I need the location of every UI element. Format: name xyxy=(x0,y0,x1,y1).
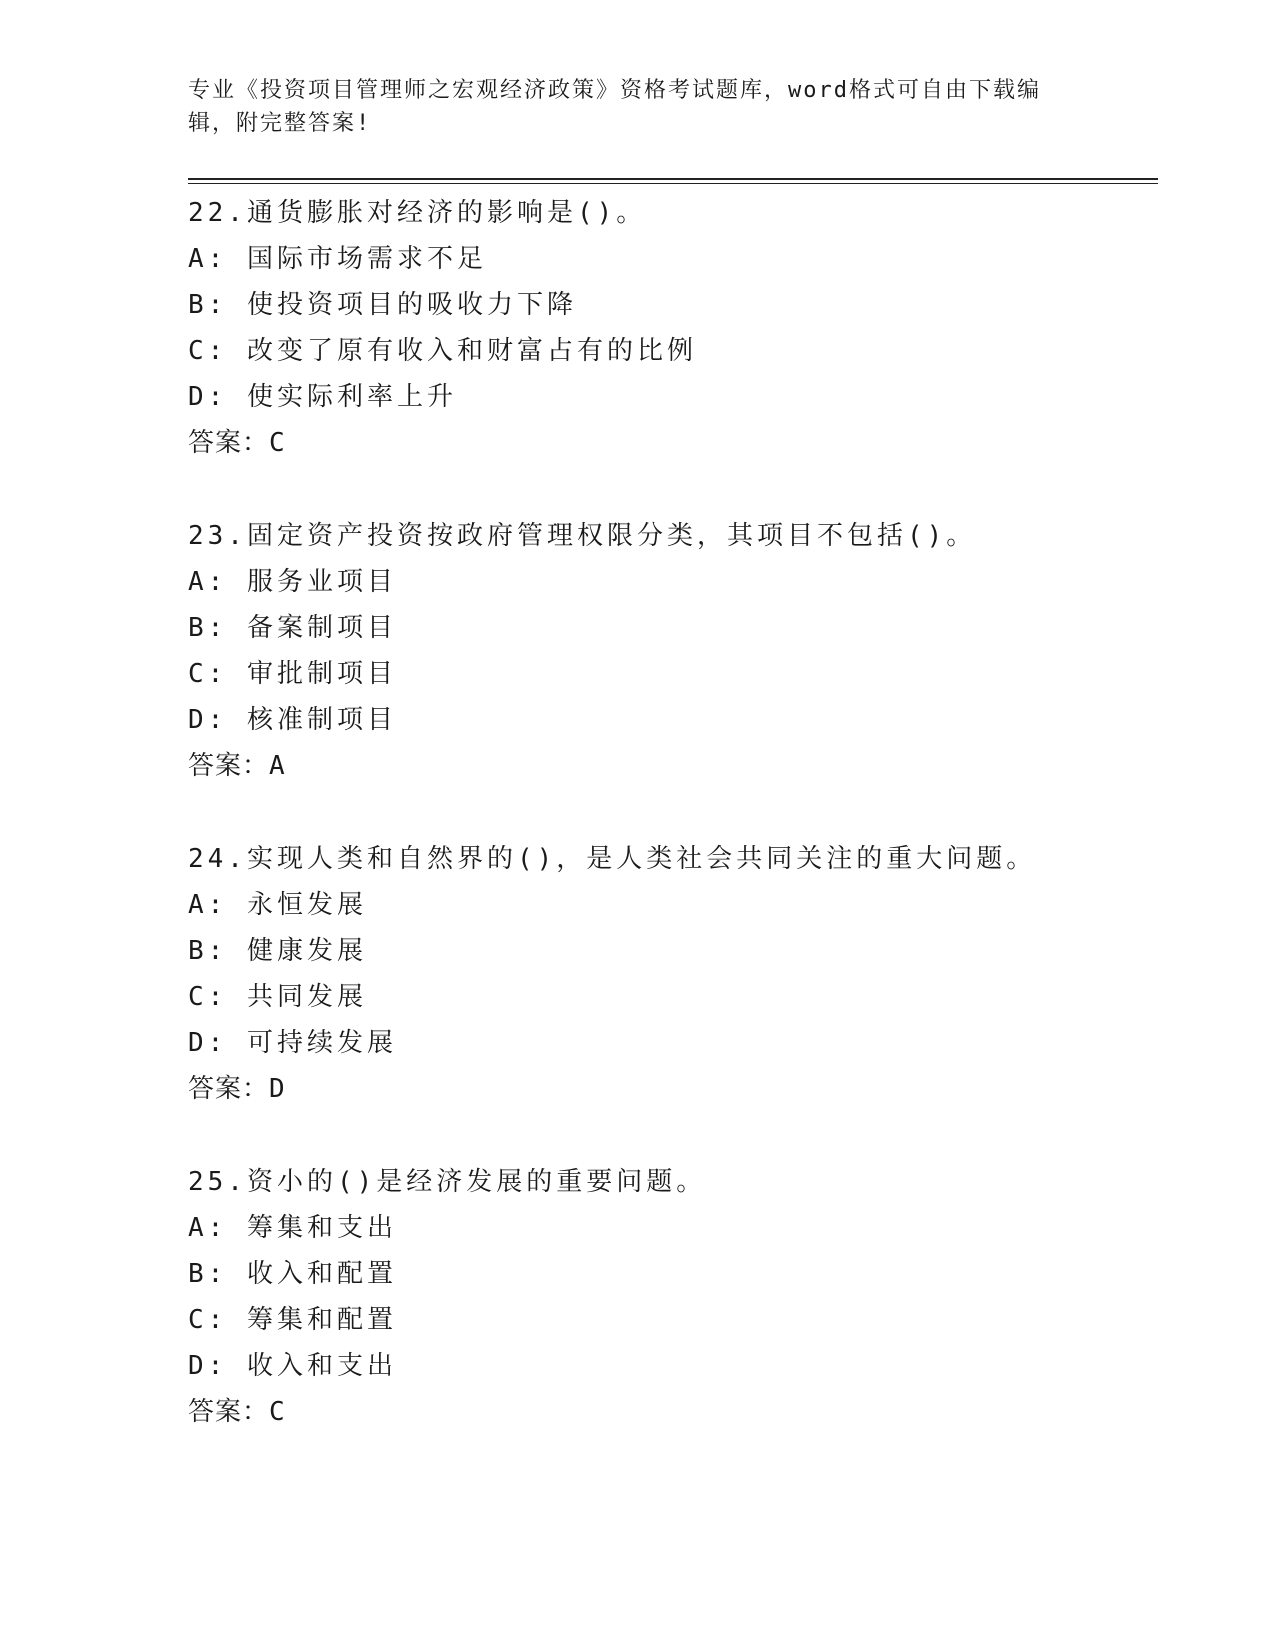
intro-line-1: 专业《投资项目管理师之宏观经济政策》资格考试题库，word格式可自由下载编 xyxy=(188,78,1041,103)
answer-label: 答案： xyxy=(188,1074,270,1104)
option-a: A: 筹集和支出 xyxy=(188,1213,397,1243)
question-23 xyxy=(188,513,1158,789)
question-stem: 24.实现人类和自然界的()，是人类社会共同关注的重大问题。 xyxy=(188,844,1037,874)
intro-line-2: 辑，附完整答案! xyxy=(188,111,372,136)
question-25 xyxy=(188,1159,1158,1435)
answer-line xyxy=(188,1389,1158,1435)
option-c: C: 改变了原有收入和财富占有的比例 xyxy=(188,336,697,366)
divider-thick xyxy=(188,178,1158,180)
option-b: B: 使投资项目的吸收力下降 xyxy=(188,290,577,320)
option-a: A: 服务业项目 xyxy=(188,567,397,597)
option-a: A: 国际市场需求不足 xyxy=(188,244,487,274)
divider-thin xyxy=(188,183,1158,184)
option-c: C: 审批制项目 xyxy=(188,659,397,689)
option-c: C: 筹集和配置 xyxy=(188,1305,397,1335)
question-stem: 23.固定资产投资按政府管理权限分类，其项目不包括()。 xyxy=(188,521,977,551)
question-stem: 25.资小的()是经济发展的重要问题。 xyxy=(188,1167,707,1197)
document-intro xyxy=(188,74,1088,140)
option-d: D: 核准制项目 xyxy=(188,705,397,735)
answer-line xyxy=(188,743,1158,789)
question-stem: 22.通货膨胀对经济的影响是()。 xyxy=(188,198,647,228)
answer-line xyxy=(188,1066,1158,1112)
answer-label: 答案： xyxy=(188,1397,270,1427)
option-d: D: 收入和支出 xyxy=(188,1351,397,1381)
answer-value: C xyxy=(269,428,286,458)
option-b: B: 健康发展 xyxy=(188,936,367,966)
option-a: A: 永恒发展 xyxy=(188,890,367,920)
option-c: C: 共同发展 xyxy=(188,982,367,1012)
option-d: D: 可持续发展 xyxy=(188,1028,397,1058)
answer-value: D xyxy=(269,1074,286,1104)
answer-label: 答案： xyxy=(188,751,270,781)
option-b: B: 备案制项目 xyxy=(188,613,397,643)
option-d: D: 使实际利率上升 xyxy=(188,382,457,412)
answer-value: A xyxy=(269,751,286,781)
question-22 xyxy=(188,190,1158,466)
answer-value: C xyxy=(269,1397,286,1427)
question-24 xyxy=(188,836,1158,1112)
question-list xyxy=(188,190,1158,1482)
option-b: B: 收入和配置 xyxy=(188,1259,397,1289)
answer-label: 答案： xyxy=(188,428,270,458)
answer-line xyxy=(188,420,1158,466)
